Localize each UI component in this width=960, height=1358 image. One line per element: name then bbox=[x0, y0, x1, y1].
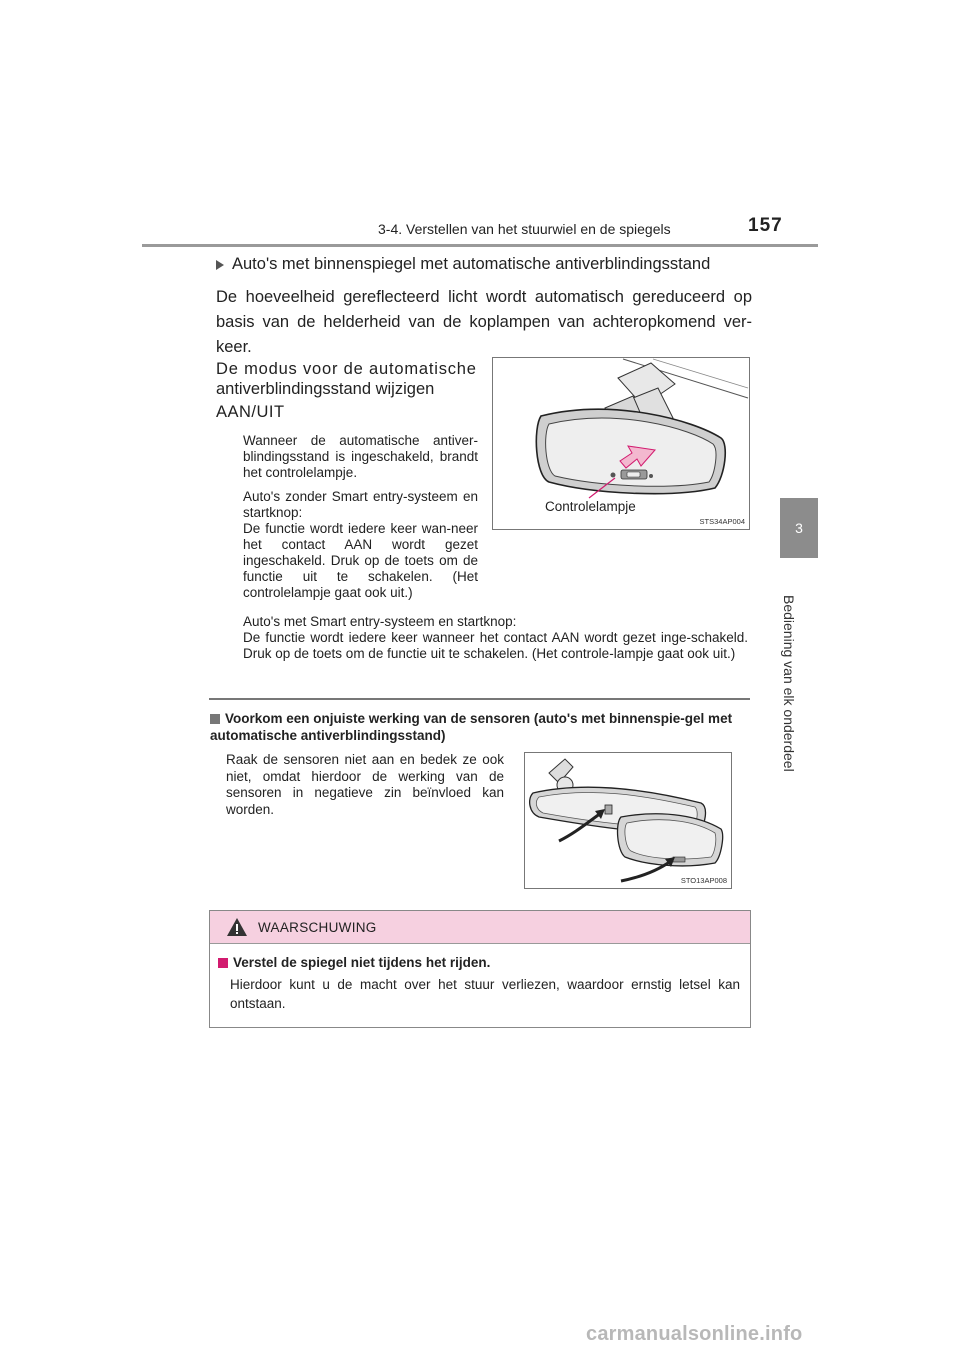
square-bullet-icon bbox=[210, 714, 220, 724]
intro-paragraph: De hoeveelheid gereflecteerd licht wordt automatisch gereduceerd op basis van de helderheid van de koplampen van achteropkomend ver-keer. bbox=[216, 288, 752, 356]
warning-box bbox=[209, 910, 751, 1028]
indicator-note: Wanneer de automatische antiver-blindingsstand is ingeschakeld, brandt het controlelampje. bbox=[243, 433, 478, 480]
indicator-callout-label: Controlelampje bbox=[545, 499, 636, 514]
warning-item-heading-text: Verstel de spiegel niet tijdens het rijden. bbox=[233, 955, 491, 970]
smart-entry-note: Auto's met Smart entry-systeem en startknop: De functie wordt iedere keer wanneer het contact AAN wordt gezet inge-schakeld. Druk op de toets om de functie uit te schakelen. (Het controle-lampje gaat ook uit.) bbox=[243, 614, 748, 661]
subsection-heading bbox=[216, 255, 710, 274]
warning-title: WAARSCHUWING bbox=[258, 920, 377, 935]
sensor-figure bbox=[524, 752, 732, 889]
header-rule bbox=[142, 244, 818, 247]
figure-code: STS34AP004 bbox=[699, 517, 745, 526]
page-number: 157 bbox=[748, 215, 783, 236]
figure-code: STO13AP008 bbox=[680, 876, 727, 885]
running-header: 3-4. Verstellen van het stuurwiel en de spiegels bbox=[378, 221, 671, 237]
triangle-bullet-icon bbox=[216, 260, 224, 270]
mode-text-line-1: De modus voor de automatische bbox=[216, 360, 477, 378]
warning-triangle-icon bbox=[226, 917, 248, 942]
warning-item-heading bbox=[218, 955, 748, 970]
sensor-text: Raak de sensoren niet aan en bedek ze ook niet, omdat hierdoor de werking van de sensoren in negatieve zin beïnvloed kan worden. bbox=[226, 752, 504, 817]
chapter-tab: 3 bbox=[780, 498, 818, 558]
sensor-heading bbox=[210, 710, 750, 744]
no-smart-entry-note: Auto's zonder Smart entry-systeem en startknop: De functie wordt iedere keer wan-neer het contact AAN wordt gezet ingeschakeld. Druk op de toets om de functie uit te schakelen. (Het controlelampje gaat ook uit.) bbox=[243, 489, 478, 600]
mode-text-line-3: AAN/UIT bbox=[216, 403, 285, 421]
subsection-heading-text: Auto's met binnenspiegel met automatische antiverblindingsstand bbox=[232, 255, 711, 273]
warning-item-text: Hierdoor kunt u de macht over het stuur verliezen, waardoor ernstig letsel kan ontstaan. bbox=[230, 977, 740, 1011]
chapter-label: Bediening van elk onderdeel bbox=[781, 595, 797, 772]
warning-header bbox=[210, 911, 750, 944]
mirror-figure bbox=[492, 357, 750, 530]
mode-text-line-2: antiverblindingsstand wijzigen bbox=[216, 380, 435, 398]
sensor-heading-text: Voorkom een onjuiste werking van de sensoren (auto's met binnenspie-gel met automatische antiverblindingsstand) bbox=[210, 711, 733, 743]
section-divider bbox=[209, 698, 750, 700]
pink-square-bullet-icon bbox=[218, 958, 228, 968]
watermark: carmanualsonline.info bbox=[586, 1323, 803, 1345]
mirror-sensors-illustration bbox=[525, 753, 731, 888]
